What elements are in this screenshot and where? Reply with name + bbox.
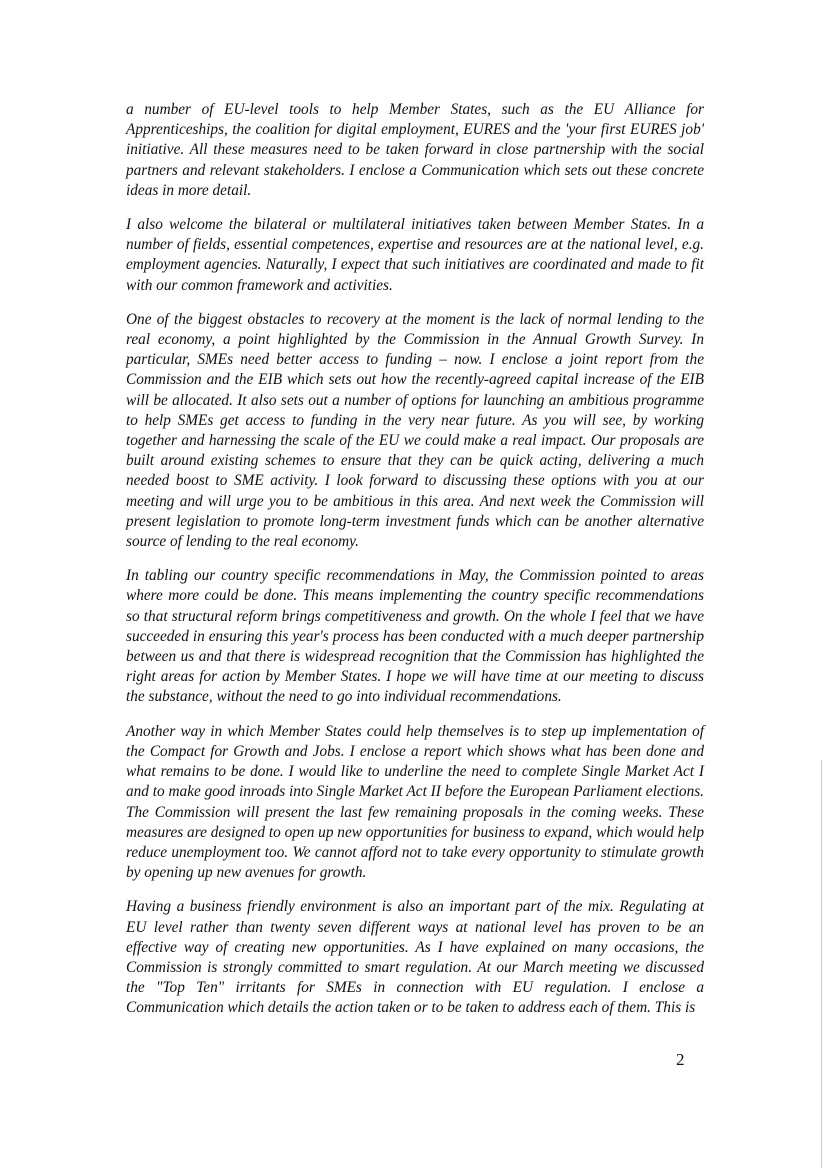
scan-edge-line: [821, 760, 822, 1168]
letter-body: [126, 100, 704, 1033]
paragraph-eu-tools: a number of EU-level tools to help Member States, such as the EU Alliance for Apprenticeships, the coalition for digital employment, EURES and the 'your first EURES job' initiative. All these measures need to be taken forward in close partnership with the social partners and relevant stakeholders. I enclose a Communication which sets out these concrete ideas in more detail.: [126, 101, 704, 199]
paragraph-growth-compact: Another way in which Member States could help themselves is to step up implementation of the Compact for Growth and Jobs. I enclose a report which shows what has been done and what remains to be done. I would like to underline the need to complete Single Market Act I and to make good inroads into Single Market Act II before the European Parliament elections. The Commission will present the last few remaining proposals in the coming weeks. These measures are designed to open up new opportunities for business to expand, which would help reduce unemployment too. We cannot afford not to take every opportunity to stimulate growth by opening up new avenues for growth.: [126, 722, 704, 882]
paragraph-country-recommendations: In tabling our country specific recommendations in May, the Commission pointed to areas where more could be done. This means implementing the country specific recommendations so that structural reform brings competitiveness and growth. On the whole I feel that we have succeeded in ensuring this year's process has been conducted with a much deeper partnership between us and that there is widespread recognition that the Commission has highlighted the right areas for action by Member States. I hope we will have time at our meeting to discuss the substance, without the need to go into individual recommendations.: [126, 567, 704, 706]
paragraph-sme-lending: One of the biggest obstacles to recovery at the moment is the lack of normal lending to the real economy, a point highlighted by the Commission in the Annual Growth Survey. In particular, SMEs need better access to funding – now. I enclose a joint report from the Commission and the EIB which sets out how the recently-agreed capital increase of the EIB will be allocated. It also sets out a number of options for launching an ambitious programme to help SMEs get access to funding in the very near future. As you will see, by working together and harnessing the scale of the EU we could make a real impact. Our proposals are built around existing schemes to ensure that they can be quick acting, delivering a much needed boost to SME activity. I look forward to discussing these options with you at our meeting and will urge you to be ambitious in this area. And next week the Commission will present legislation to promote long-term investment funds which can be another alternative source of lending to the real economy.: [126, 310, 704, 551]
page-number: 2: [676, 1050, 685, 1069]
paragraph-business-environment: Having a business friendly environment is also an important part of the mix. Regulating at EU level rather than twenty seven different ways at national level has proven to be an effective way of creating new opportunities. As I have explained on many occasions, the Commission is strongly committed to smart regulation. At our March meeting we discussed the "Top Ten" irritants for SMEs in connection with EU regulation. I enclose a Communication which details the action taken or to be taken to address each of them. This is: [126, 898, 704, 1017]
paragraph-bilateral-initiatives: I also welcome the bilateral or multilateral initiatives taken between Member States. In a number of fields, essential competences, expertise and resources are at the national level, e.g. employment agencies. Naturally, I expect that such initiatives are coordinated and made to fit with our common framework and activities.: [126, 216, 704, 294]
